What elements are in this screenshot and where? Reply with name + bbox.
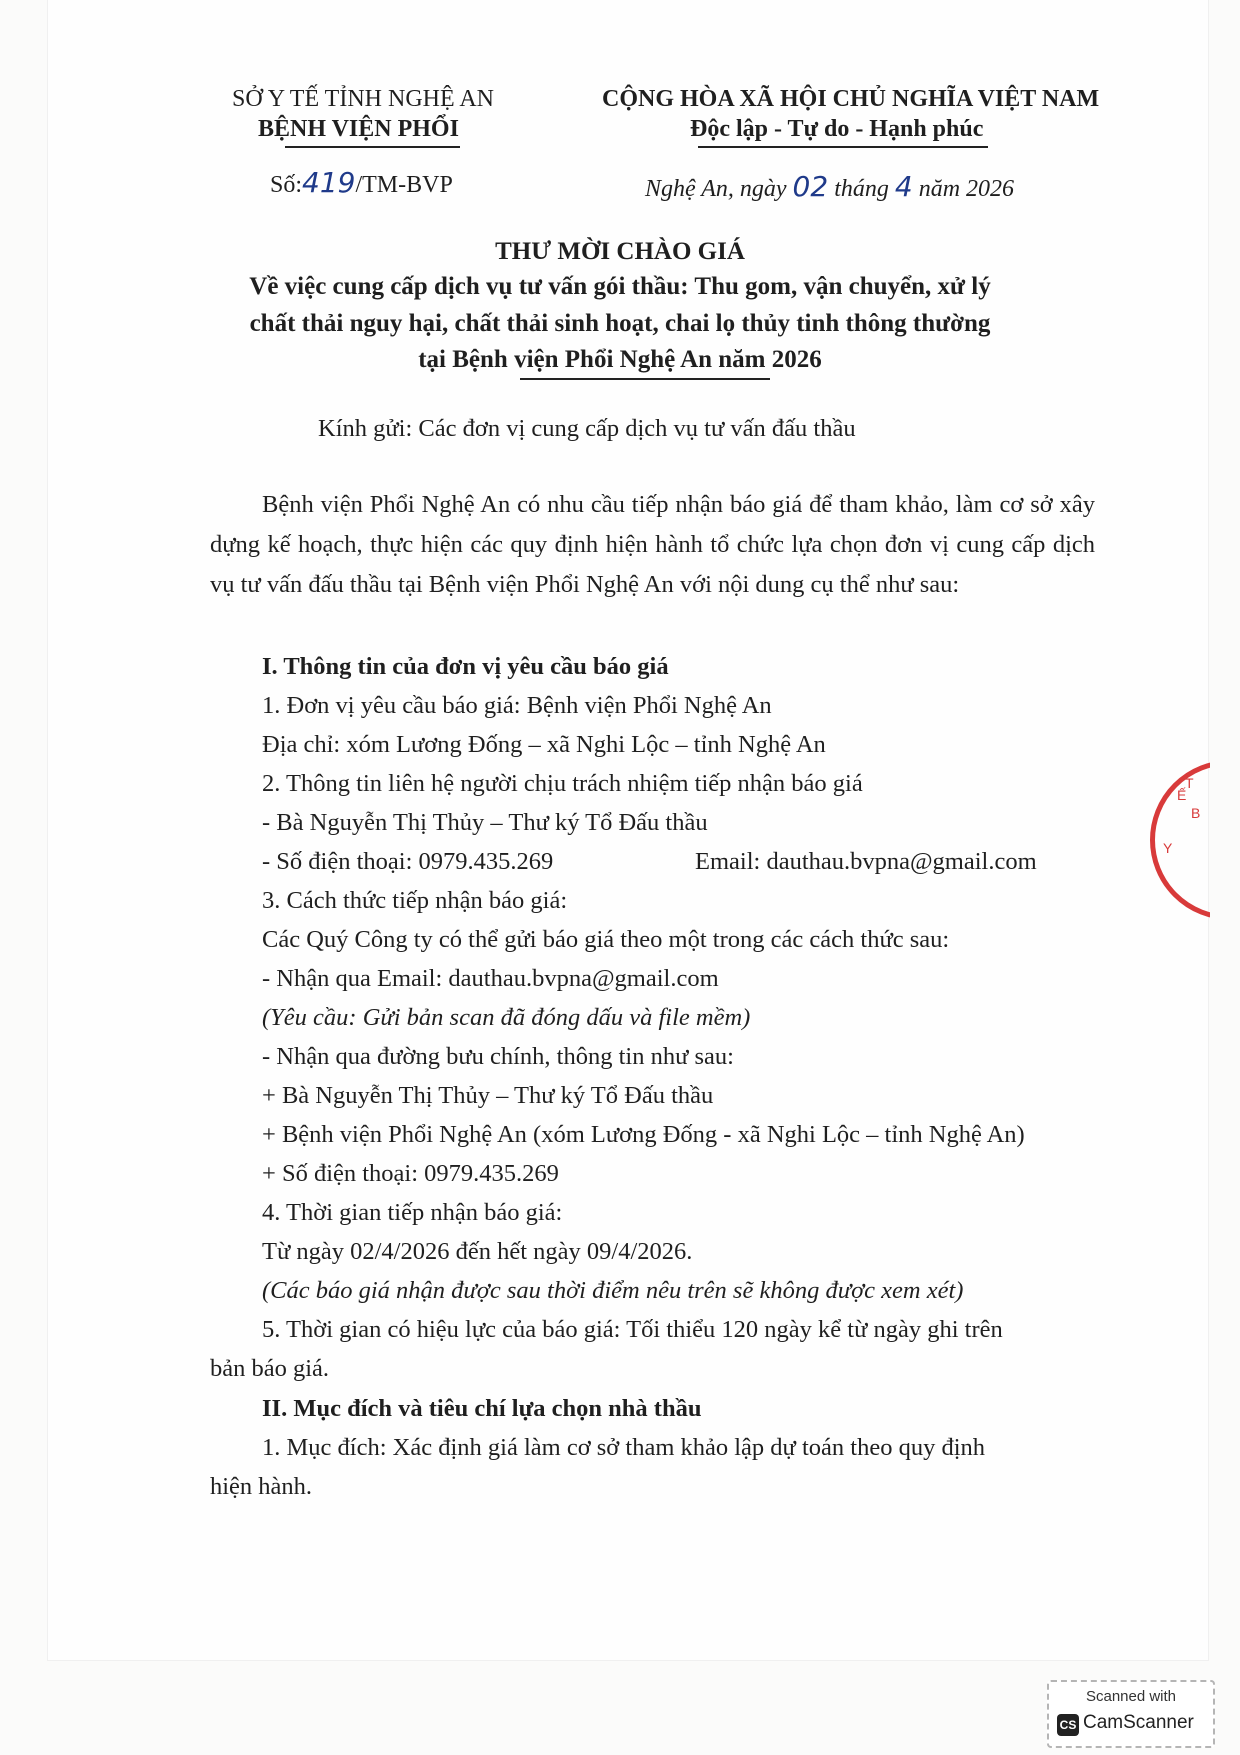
title-underline xyxy=(520,378,770,380)
scanned-with-label: Scanned with xyxy=(1085,1688,1177,1705)
camscanner-watermark xyxy=(1047,1680,1215,1748)
agency-name: SỞ Y TẾ TỈNH NGHỆ AN xyxy=(232,86,494,112)
national-motto: Độc lập - Tự do - Hạnh phúc xyxy=(690,116,984,142)
period-dates: Từ ngày 02/4/2026 đến hết ngày 09/4/2026. xyxy=(262,1238,693,1265)
hospital-name: BỆNH VIỆN PHỔI xyxy=(258,116,459,142)
handwritten-day: 02 xyxy=(792,170,829,203)
methods-heading: 3. Cách thức tiếp nhận báo giá: xyxy=(262,887,568,914)
national-title: CỘNG HÒA XÃ HỘI CHỦ NGHĨA VIỆT NAM xyxy=(602,86,1100,112)
camscanner-logo-icon: CS xyxy=(1057,1714,1079,1736)
method-email: - Nhận qua Email: dauthau.bvpna@gmail.com xyxy=(262,965,719,992)
intro-paragraph: Bệnh viện Phổi Nghệ An có nhu cầu tiếp nhận báo giá để tham khảo, làm cơ sở xây dựng kế hoạch, thực hiện các quy định hiện hành tổ chức lựa chọn đơn vị cung cấp dịch vụ tư vấn đấu thầu tại Bệnh viện Phổi Nghệ An với nội dung cụ thể như sau: xyxy=(210,491,1095,598)
hospital-underline xyxy=(285,146,460,148)
period-heading: 4. Thời gian tiếp nhận báo giá: xyxy=(262,1199,563,1226)
method-email-note: (Yêu cầu: Gửi bản scan đã đóng dấu và file mềm) xyxy=(262,1004,751,1031)
issue-date xyxy=(645,170,1014,203)
contact-heading: 2. Thông tin liên hệ người chịu trách nhiệm tiếp nhận báo giá xyxy=(262,770,863,797)
validity-line1: 5. Thời gian có hiệu lực của báo giá: Tối thiểu 120 ngày kể từ ngày ghi trên xyxy=(262,1316,1003,1343)
contact-phone: - Số điện thoại: 0979.435.269 xyxy=(262,848,554,875)
post-address: + Bệnh viện Phổi Nghệ An (xóm Lương Đống - xã Nghi Lộc – tỉnh Nghệ An) xyxy=(262,1121,1025,1148)
handwritten-number: 419 xyxy=(302,166,356,199)
methods-intro: Các Quý Công ty có thể gửi báo giá theo một trong các cách thức sau: xyxy=(262,926,950,953)
stamp-letter: B xyxy=(1191,805,1201,821)
letter-subject-line2: chất thải nguy hại, chất thải sinh hoạt, chai lọ thủy tinh thông thường xyxy=(249,310,991,337)
salutation: Kính gửi: Các đơn vị cung cấp dịch vụ tư vấn đấu thầu xyxy=(318,415,856,442)
post-phone: + Số điện thoại: 0979.435.269 xyxy=(262,1160,559,1187)
number-prefix: Số: xyxy=(270,172,303,198)
period-note: (Các báo giá nhận được sau thời điểm nêu trên sẽ không được xem xét) xyxy=(262,1277,964,1304)
stamp-letter: Ế xyxy=(1177,787,1187,803)
motto-underline xyxy=(698,146,988,148)
page-edge-mask xyxy=(1210,740,1240,940)
date-year-label: năm 2026 xyxy=(918,176,1015,202)
contact-email: Email: dauthau.bvpna@gmail.com xyxy=(695,848,1037,875)
post-recipient: + Bà Nguyễn Thị Thủy – Thư ký Tổ Đấu thầu xyxy=(262,1082,714,1109)
letter-subject-line3: tại Bệnh viện Phổi Nghệ An năm 2026 xyxy=(418,346,822,373)
contact-name: - Bà Nguyễn Thị Thủy – Thư ký Tổ Đấu thầu xyxy=(262,809,708,836)
validity-line2: bản báo giá. xyxy=(210,1355,330,1382)
section1-heading: I. Thông tin của đơn vị yêu cầu báo giá xyxy=(262,653,669,680)
letter-title: THƯ MỜI CHÀO GIÁ xyxy=(495,238,745,265)
section2-heading: II. Mục đích và tiêu chí lựa chọn nhà thầu xyxy=(262,1395,702,1422)
stamp-letter: Y xyxy=(1163,840,1173,856)
method-post: - Nhận qua đường bưu chính, thông tin như sau: xyxy=(262,1043,734,1070)
purpose-line1: 1. Mục đích: Xác định giá làm cơ sở tham khảo lập dự toán theo quy định xyxy=(262,1434,986,1461)
requesting-unit: 1. Đơn vị yêu cầu báo giá: Bệnh viện Phổi Nghệ An xyxy=(262,692,772,719)
letter-subject-line1: Về việc cung cấp dịch vụ tư vấn gói thầu: Thu gom, vận chuyển, xử lý xyxy=(249,273,991,300)
date-prefix: Nghệ An, ngày xyxy=(645,176,787,202)
number-suffix: /TM-BVP xyxy=(355,172,453,198)
purpose-line2: hiện hành. xyxy=(210,1473,313,1500)
camscanner-name: CamScanner xyxy=(1083,1712,1194,1733)
document-number xyxy=(270,166,453,199)
handwritten-month: 4 xyxy=(894,170,913,203)
requesting-unit-address: Địa chỉ: xóm Lương Đống – xã Nghi Lộc – tỉnh Nghệ An xyxy=(262,731,826,758)
stamp-letter: T xyxy=(1185,775,1194,791)
date-month-label: tháng xyxy=(834,176,889,202)
